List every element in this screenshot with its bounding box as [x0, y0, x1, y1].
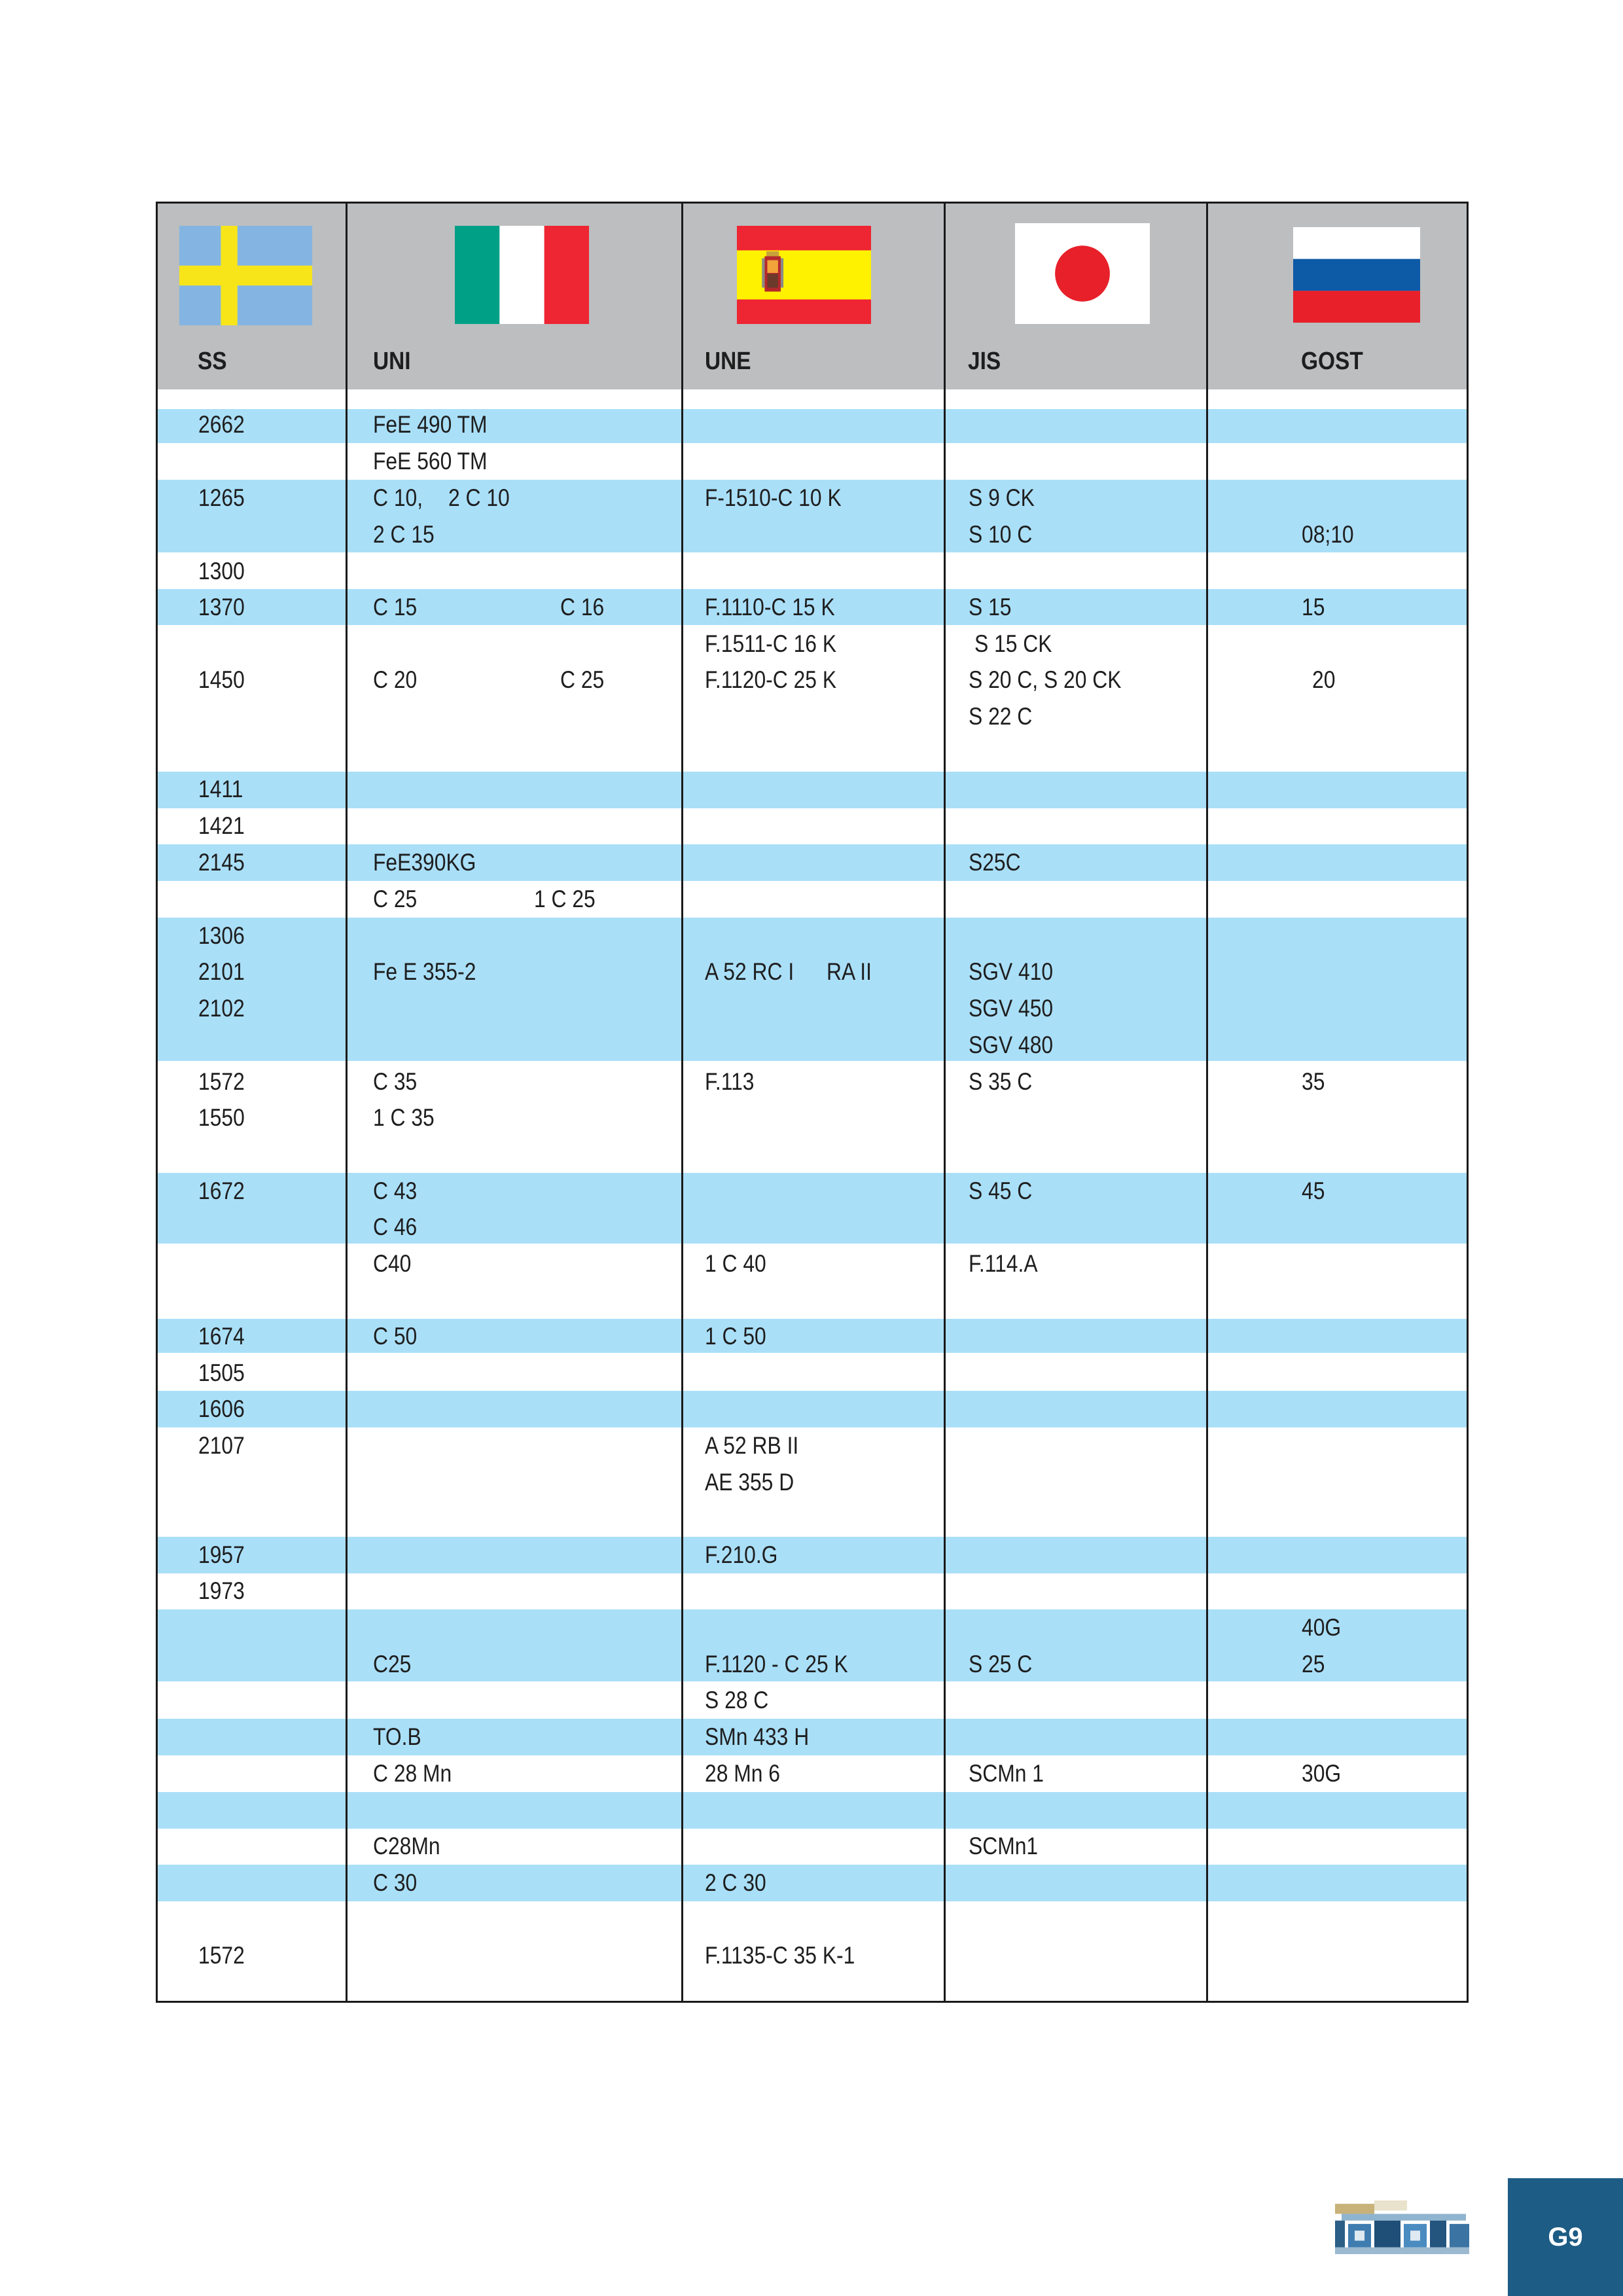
column-divider — [944, 204, 946, 2001]
table-cell-ss: 1421 — [198, 812, 245, 839]
table-cell-ss: 1973 — [198, 1577, 245, 1604]
table-cell-ss: 2145 — [198, 849, 245, 876]
page-number-badge: G9 — [1508, 2178, 1623, 2296]
table-cell-une: F.113 — [705, 1068, 755, 1095]
table-cell-gost: 08;10 — [1302, 521, 1354, 548]
table-cell-une: SMn 433 H — [705, 1723, 810, 1750]
table-cell-jis: SCMn 1 — [969, 1760, 1044, 1787]
table-cell-uni: 1 C 35 — [373, 1104, 435, 1131]
row-stripe — [158, 772, 1467, 808]
table-cell-ss: 1300 — [198, 558, 245, 584]
row-stripe — [158, 409, 1467, 443]
table-cell-une: F.1120-C 25 K — [705, 666, 837, 693]
row-stripe — [158, 1173, 1467, 1244]
flag-russia-icon — [1293, 227, 1420, 323]
table-cell-jis: SGV 410 — [969, 958, 1054, 985]
table-cell-jis: SCMn1 — [969, 1833, 1039, 1859]
row-stripe — [158, 954, 1467, 1061]
table-cell-gost: 25 — [1302, 1651, 1325, 1677]
table-cell-une: F.1511-C 16 K — [705, 630, 837, 657]
row-stripe — [158, 844, 1467, 881]
table-cell-uni: C 20 — [373, 666, 418, 693]
table-cell-uni: C 43 — [373, 1177, 418, 1204]
table-cell-ss: 1550 — [198, 1104, 245, 1131]
table-cell-jis: S 10 C — [969, 521, 1033, 548]
table-cell-une: F.210.G — [705, 1541, 778, 1568]
table-cell-uni: C 50 — [373, 1323, 418, 1350]
table-cell-uni: C 10, — [373, 484, 423, 511]
table-cell-uni: C25 — [373, 1651, 412, 1677]
table-cell-ss: 1674 — [198, 1323, 245, 1350]
table-cell-ss: 1672 — [198, 1177, 245, 1204]
flag-spain-icon — [737, 226, 871, 324]
table-cell-ss: 2102 — [198, 995, 245, 1022]
column-divider — [681, 204, 683, 2001]
table-cell-ss: 1370 — [198, 594, 245, 620]
table-cell-une: A 52 RC I — [705, 958, 794, 985]
column-header-une: UNE — [705, 348, 751, 375]
table-cell-uni: C 28 Mn — [373, 1760, 452, 1787]
table-cell-ss: 1505 — [198, 1359, 245, 1386]
table-cell-une: A 52 RB II — [705, 1432, 799, 1459]
row-stripe — [158, 1792, 1467, 1829]
column-divider — [346, 204, 348, 2001]
table-cell-uni: C 16 — [560, 594, 605, 620]
row-stripe — [158, 1391, 1467, 1427]
table-cell-jis: S 22 C — [969, 703, 1033, 730]
table-cell-ss: 1306 — [198, 922, 245, 949]
table-cell-uni: FeE 490 TM — [373, 411, 488, 438]
table-cell-gost: 15 — [1302, 594, 1325, 620]
table-cell-ss: 2101 — [198, 958, 245, 985]
table-cell-jis: SGV 450 — [969, 995, 1054, 1022]
table-cell-uni: 1 C 25 — [534, 886, 596, 912]
row-stripe — [158, 918, 1467, 954]
table-cell-uni: FeE 560 TM — [373, 448, 488, 475]
row-stripe — [158, 1719, 1467, 1755]
table-cell-une: 2 C 30 — [705, 1869, 766, 1896]
column-header-uni: UNI — [373, 348, 411, 375]
table-cell-jis: F.114.A — [969, 1250, 1038, 1277]
table-cell-ss: 1411 — [198, 776, 243, 802]
table-cell-ss: 2662 — [198, 411, 245, 438]
table-cell-jis: S25C — [969, 849, 1021, 876]
table-cell-une: F.1120 - C 25 K — [705, 1651, 848, 1677]
table-cell-une: F.1110-C 15 K — [705, 594, 835, 620]
flag-sweden-icon — [179, 226, 312, 325]
table-cell-uni: C 35 — [373, 1068, 418, 1095]
table-cell-gost: 20 — [1312, 666, 1336, 693]
table-cell-jis: S 9 CK — [969, 484, 1035, 511]
table-cell-uni: 2 C 15 — [373, 521, 435, 548]
table-cell-ss: 1450 — [198, 666, 245, 693]
table-cell-une: 1 C 50 — [705, 1323, 766, 1350]
table-cell-gost: 35 — [1302, 1068, 1325, 1095]
table-cell-ss: 1265 — [198, 484, 245, 511]
column-header-jis: JIS — [968, 348, 1001, 375]
table-cell-uni: C 46 — [373, 1213, 418, 1240]
table-cell-gost: 30G — [1302, 1760, 1342, 1787]
table-cell-une: AE 355 D — [705, 1469, 794, 1496]
table-cell-une: S 28 C — [705, 1687, 769, 1713]
company-logo-icon — [1335, 2200, 1472, 2254]
table-cell-jis: S 35 C — [969, 1068, 1033, 1095]
table-cell-gost: 45 — [1302, 1177, 1325, 1204]
table-cell-uni: C28Mn — [373, 1833, 440, 1859]
table-cell-jis: SGV 480 — [969, 1031, 1054, 1058]
table-cell-uni: Fe E 355-2 — [373, 958, 476, 985]
table-cell-une: 28 Mn 6 — [705, 1760, 780, 1787]
table-cell-une: RA II — [827, 958, 872, 985]
column-header-ss: SS — [198, 348, 227, 375]
table-cell-uni: C 30 — [373, 1869, 418, 1896]
column-header-gost: GOST — [1301, 348, 1363, 375]
table-cell-uni: C 25 — [373, 886, 418, 912]
column-divider — [1206, 204, 1208, 2001]
table-cell-jis: S 25 C — [969, 1651, 1033, 1677]
table-cell-une: F.1135-C 35 K-1 — [705, 1942, 855, 1969]
table-cell-ss: 1572 — [198, 1068, 245, 1095]
row-stripe — [158, 1865, 1467, 1901]
table-cell-une: 1 C 40 — [705, 1250, 766, 1277]
table-cell-uni: TO.B — [373, 1723, 421, 1750]
table-cell-jis: S 45 C — [969, 1177, 1033, 1204]
table-cell-uni: 2 C 10 — [448, 484, 510, 511]
flag-japan-icon — [1015, 223, 1150, 324]
table-cell-jis: S 15 — [969, 594, 1012, 620]
steel-grade-comparison-table — [156, 202, 1469, 2003]
table-cell-uni: C40 — [373, 1250, 412, 1277]
table-cell-ss: 2107 — [198, 1432, 245, 1459]
table-cell-uni: FeE390KG — [373, 849, 476, 876]
table-cell-uni: C 25 — [560, 666, 605, 693]
flag-italy-icon — [455, 226, 589, 324]
row-stripe — [158, 1319, 1467, 1353]
table-cell-une: F-1510-C 10 K — [705, 484, 842, 511]
table-cell-ss: 1572 — [198, 1942, 245, 1969]
table-cell-ss: 1957 — [198, 1541, 245, 1568]
row-stripe — [158, 1537, 1467, 1573]
table-cell-jis: S 20 C, S 20 CK — [969, 666, 1122, 693]
table-cell-jis: S 15 CK — [974, 630, 1052, 657]
table-cell-uni: C 15 — [373, 594, 418, 620]
table-cell-ss: 1606 — [198, 1395, 245, 1422]
table-cell-gost: 40G — [1302, 1614, 1342, 1641]
